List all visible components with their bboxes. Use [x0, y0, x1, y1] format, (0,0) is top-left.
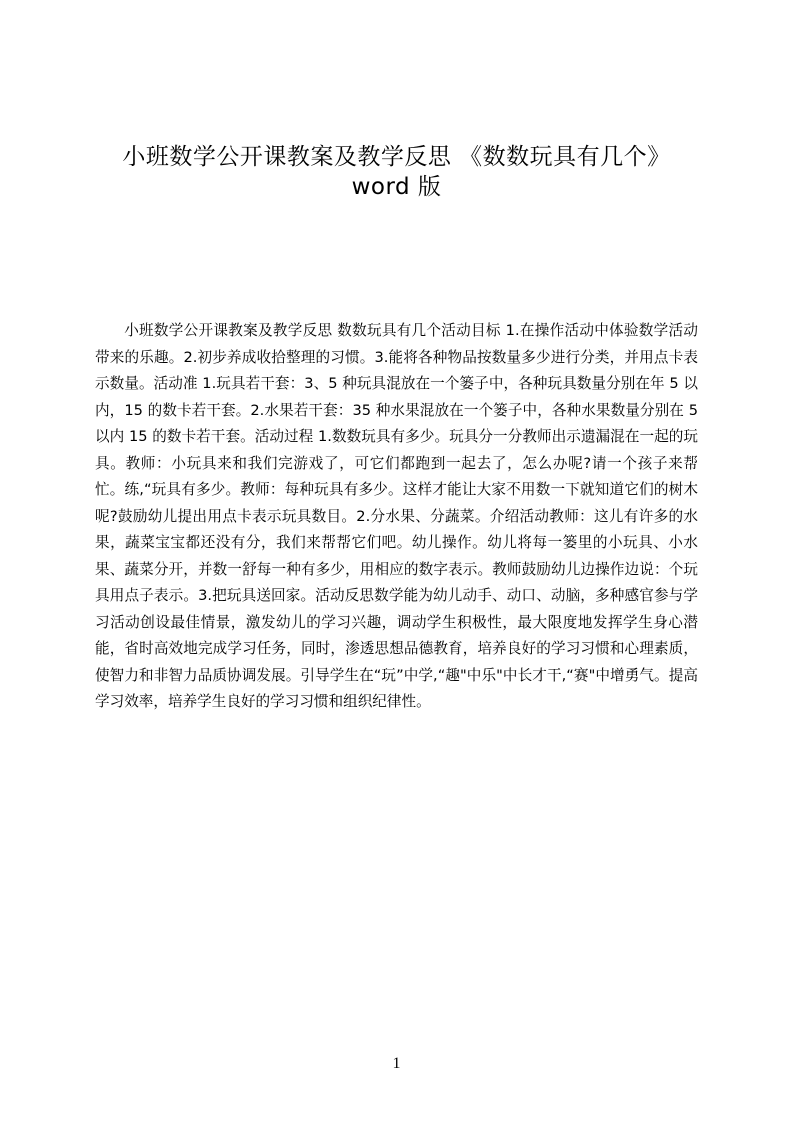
body-paragraph: 小班数学公开课教案及教学反思 数数玩具有几个活动目标 1.在操作活动中体验数学活动带来的乐趣。2.初步养成收拾整理的习惯。3.能将各种物品按数量多少进行分类，并用点卡表示数量。活动准 1.玩具若干套：3、5 种玩具混放在一个篓子中，各种玩具数量分别在年 5 以内，15 的数卡若干套。2.水果若干套：35 种水果混放在一个篓子中，各种水果数量分别在 5 以内 15 的数卡若干套。活动过程 1.数数玩具有多少。玩具分一分教师出示遗漏混在一起的玩具。教师：小玩具来和我们完游戏了，可它们都跑到一起去了，怎么办呢?请一个孩子来帮忙。练,“玩具有多少。教师：每种玩具有多少。这样才能让大家不用数一下就知道它们的树木呢?鼓励幼儿提出用点卡表示玩具数目。2.分水果、分蔬菜。介绍活动教师：这儿有许多的水果，蔬菜宝宝都还没有分，我们来帮帮它们吧。幼儿操作。幼儿将每一篓里的小玩具、小水果、蔬菜分开，并数一舒每一种有多少，用相应的数字表示。教师鼓励幼儿边操作边说：个玩具用点子表示。3.把玩具送回家。活动反思数学能为幼儿动手、动口、动脑，多种感官参与学习活动创设最佳情景，激发幼儿的学习兴趣，调动学生积极性，最大限度地发挥学生身心潜能，省时高效地完成学习任务，同时，渗透思想品德教育，培养良好的学习习惯和心理素质，使智力和非智力品质协调发展。引导学生在“玩”中学,“趣"中乐"中长才干,“赛"中增勇气。提高学习效率，培养学生良好的学习习惯和组织纪律性。 — [95, 322, 698, 710]
document-title — [80, 142, 713, 202]
title-line-1: 小班数学公开课教案及教学反思 《数数玩具有几个》 — [122, 144, 671, 170]
page-number: 1 — [392, 1055, 401, 1072]
title-line-2: word 版 — [351, 174, 442, 200]
